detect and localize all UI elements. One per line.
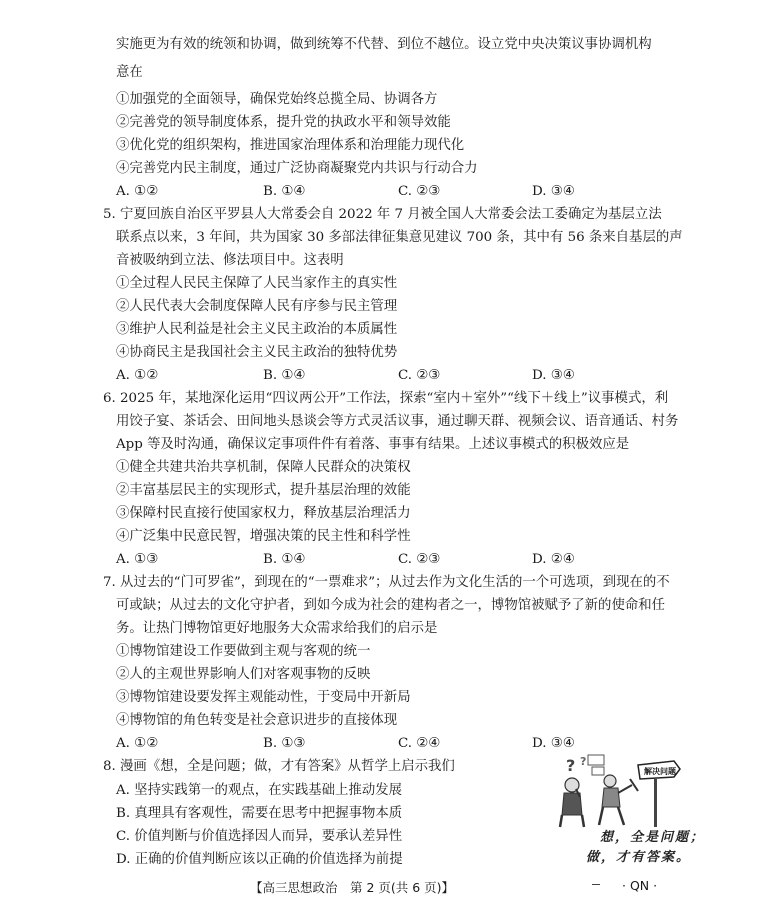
option-c[interactable]: C. ②③ (398, 184, 441, 199)
q5-stem-line: 音被吸纳到立法、修法项目中。这表明 (116, 253, 344, 268)
q5-statement: ④协商民主是我国社会主义民主政治的独特优势 (116, 345, 398, 360)
q5-statement: ③维护人民利益是社会主义民主政治的本质属性 (116, 322, 398, 337)
q5-stem-line: 5. 宁夏回族自治区平罗县人大常委会自 2022 年 7 月被全国人大常委会法工委确定为基层立法 (103, 207, 662, 222)
q5-options (116, 365, 676, 387)
q7-statement: ④博物馆的角色转变是社会意识进步的直接体现 (116, 713, 398, 728)
option-a[interactable]: A. ①② (116, 184, 159, 199)
q5-statement: ①全过程人民民主保障了人民当家作主的真实性 (116, 276, 398, 291)
option-c[interactable]: C. ②④ (398, 736, 441, 751)
option-b[interactable]: B. ①④ (263, 184, 306, 199)
cartoon-caption-line1: 想，全是问题； (600, 830, 706, 845)
option-a[interactable]: A. ①③ (116, 552, 159, 567)
svg-text:?: ? (580, 755, 587, 768)
person-working-icon (599, 775, 638, 825)
q4-stem-line: 实施更为有效的统领和协调，做到统筹不代替、到位不越位。设立党中央决策议事协调机构 (116, 37, 652, 52)
option-d[interactable]: D. ③④ (532, 368, 575, 383)
q5-stem-line: 联系点以来，3 年间，共为国家 30 多部法律征集意见建议 700 条，其中有 56 条来自基层的声 (116, 230, 683, 245)
q4-statement: ③优化党的组织架构，推进国家治理体系和治理能力现代化 (116, 138, 465, 153)
q6-options (116, 549, 676, 571)
option-d[interactable]: D. ③④ (532, 736, 575, 751)
svg-text:?: ? (566, 756, 576, 775)
footer-page-info: 【高三思想政治 第 2 页(共 6 页)】 (250, 880, 455, 895)
q5-statement: ②人民代表大会制度保障人民有序参与民主管理 (116, 299, 398, 314)
footer-code: · QN · (622, 878, 658, 893)
q4-statement: ①加强党的全面领导，确保党始终总揽全局、协调各方 (116, 92, 438, 107)
q8-choice-b[interactable]: B. 真理具有客观性，需要在思考中把握事物本质 (116, 806, 403, 821)
option-b[interactable]: B. ①④ (263, 552, 306, 567)
q6-stem-line: App 等及时沟通，确保议定事项件件有着落、事事有结果。上述议事模式的积极效应是 (116, 437, 630, 452)
q6-statement: ④广泛集中民意民智，增强决策的民主性和科学性 (116, 529, 411, 544)
option-b[interactable]: B. ①④ (263, 368, 306, 383)
cartoon-caption-line2: 做，才有答案。 (586, 850, 692, 865)
option-d[interactable]: D. ②④ (532, 552, 575, 567)
q8-choice-a[interactable]: A. 坚持实践第一的观点，在实践基础上推动发展 (116, 783, 402, 798)
q7-statement: ②人的主观世界影响人们对客观事物的反映 (116, 667, 371, 682)
q7-stem-line: 7. 从过去的“门可罗雀”，到现在的“一票难求”；从过去作为文化生活的一个可选项，到现在的不 (103, 575, 670, 590)
q8-stem-line: 8. 漫画《想，全是问题；做，才有答案》从哲学上启示我们 (103, 759, 455, 774)
q4-statement: ④完善党内民主制度，通过广泛协商凝聚党内共识与行动合力 (116, 161, 478, 176)
q8-choice-d[interactable]: D. 正确的价值判断应该以正确的价值选择为前提 (116, 852, 403, 867)
q4-options (116, 181, 676, 203)
question-mark-icon (566, 755, 604, 775)
q7-stem-line: 可或缺；从过去的文化守护者，到如今成为社会的建构者之一，博物馆被赋予了新的使命和任 (116, 598, 666, 613)
q6-stem-line: 用饺子宴、茶话会、田间地头恳谈会等方式灵活议事，通过聊天群、视频会议、语音通话、村务 (116, 414, 679, 429)
q6-statement: ①健全共建共治共享机制，保障人民群众的决策权 (116, 460, 411, 475)
q4-statement: ②完善党的领导制度体系，提升党的执政水平和领导效能 (116, 115, 451, 130)
option-c[interactable]: C. ②③ (398, 552, 441, 567)
q6-stem-line: 6. 2025 年，某地深化运用“四议两公开”工作法，探索“室内＋室外”“线下＋线上”议事模式，利 (103, 391, 669, 406)
q7-statement: ③博物馆建设要发挥主观能动性，于变局中开新局 (116, 690, 411, 705)
footer-dash (592, 884, 600, 885)
q6-statement: ②丰富基层民主的实现形式，提升基层治理的效能 (116, 483, 411, 498)
option-a[interactable]: A. ①② (116, 368, 159, 383)
q6-statement: ③保障村民直接行使国家权力，释放基层治理活力 (116, 506, 411, 521)
person-thinking-icon (560, 778, 584, 827)
q7-stem-line: 务。让热门博物馆更好地服务大众需求给我们的启示是 (116, 621, 438, 636)
signpost-icon (638, 761, 680, 827)
sign-text: 解决问题 (644, 767, 676, 776)
cartoon-illustration (546, 751, 684, 829)
option-d[interactable]: D. ③④ (532, 184, 575, 199)
q8-choice-c[interactable]: C. 价值判断与价值选择因人而异，要承认差异性 (116, 829, 403, 844)
option-c[interactable]: C. ②③ (398, 368, 441, 383)
q4-stem-line: 意在 (116, 65, 143, 80)
page-footer (0, 878, 771, 898)
option-b[interactable]: B. ①③ (263, 736, 306, 751)
q7-statement: ①博物馆建设工作要做到主观与客观的统一 (116, 644, 371, 659)
option-a[interactable]: A. ①② (116, 736, 159, 751)
